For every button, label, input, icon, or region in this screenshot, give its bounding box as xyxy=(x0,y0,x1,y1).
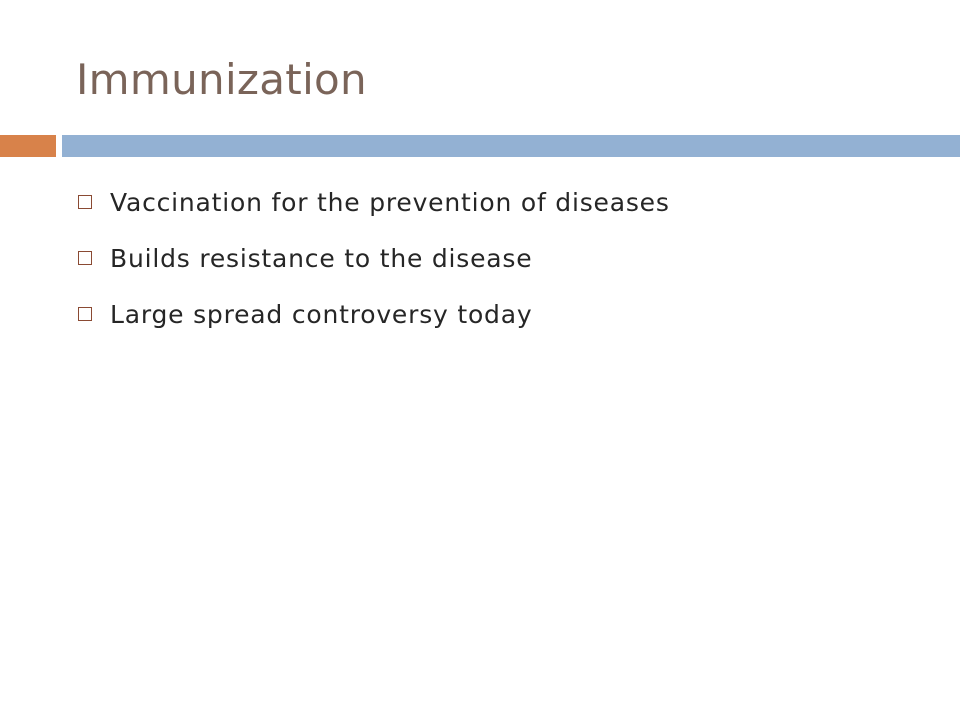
list-item xyxy=(78,230,670,286)
bullet-text: Vaccination for the prevention of diseases xyxy=(110,187,670,217)
square-bullet-icon xyxy=(78,251,92,265)
bullet-list xyxy=(78,174,670,342)
square-bullet-icon xyxy=(78,195,92,209)
bullet-text: Large spread controversy today xyxy=(110,299,533,329)
title-accent-bar-blue xyxy=(62,135,960,157)
list-item xyxy=(78,174,670,230)
square-bullet-icon xyxy=(78,307,92,321)
list-item xyxy=(78,286,670,342)
bullet-text: Builds resistance to the disease xyxy=(110,243,533,273)
slide-title: Immunization xyxy=(76,55,367,104)
title-accent-bar-orange xyxy=(0,135,56,157)
